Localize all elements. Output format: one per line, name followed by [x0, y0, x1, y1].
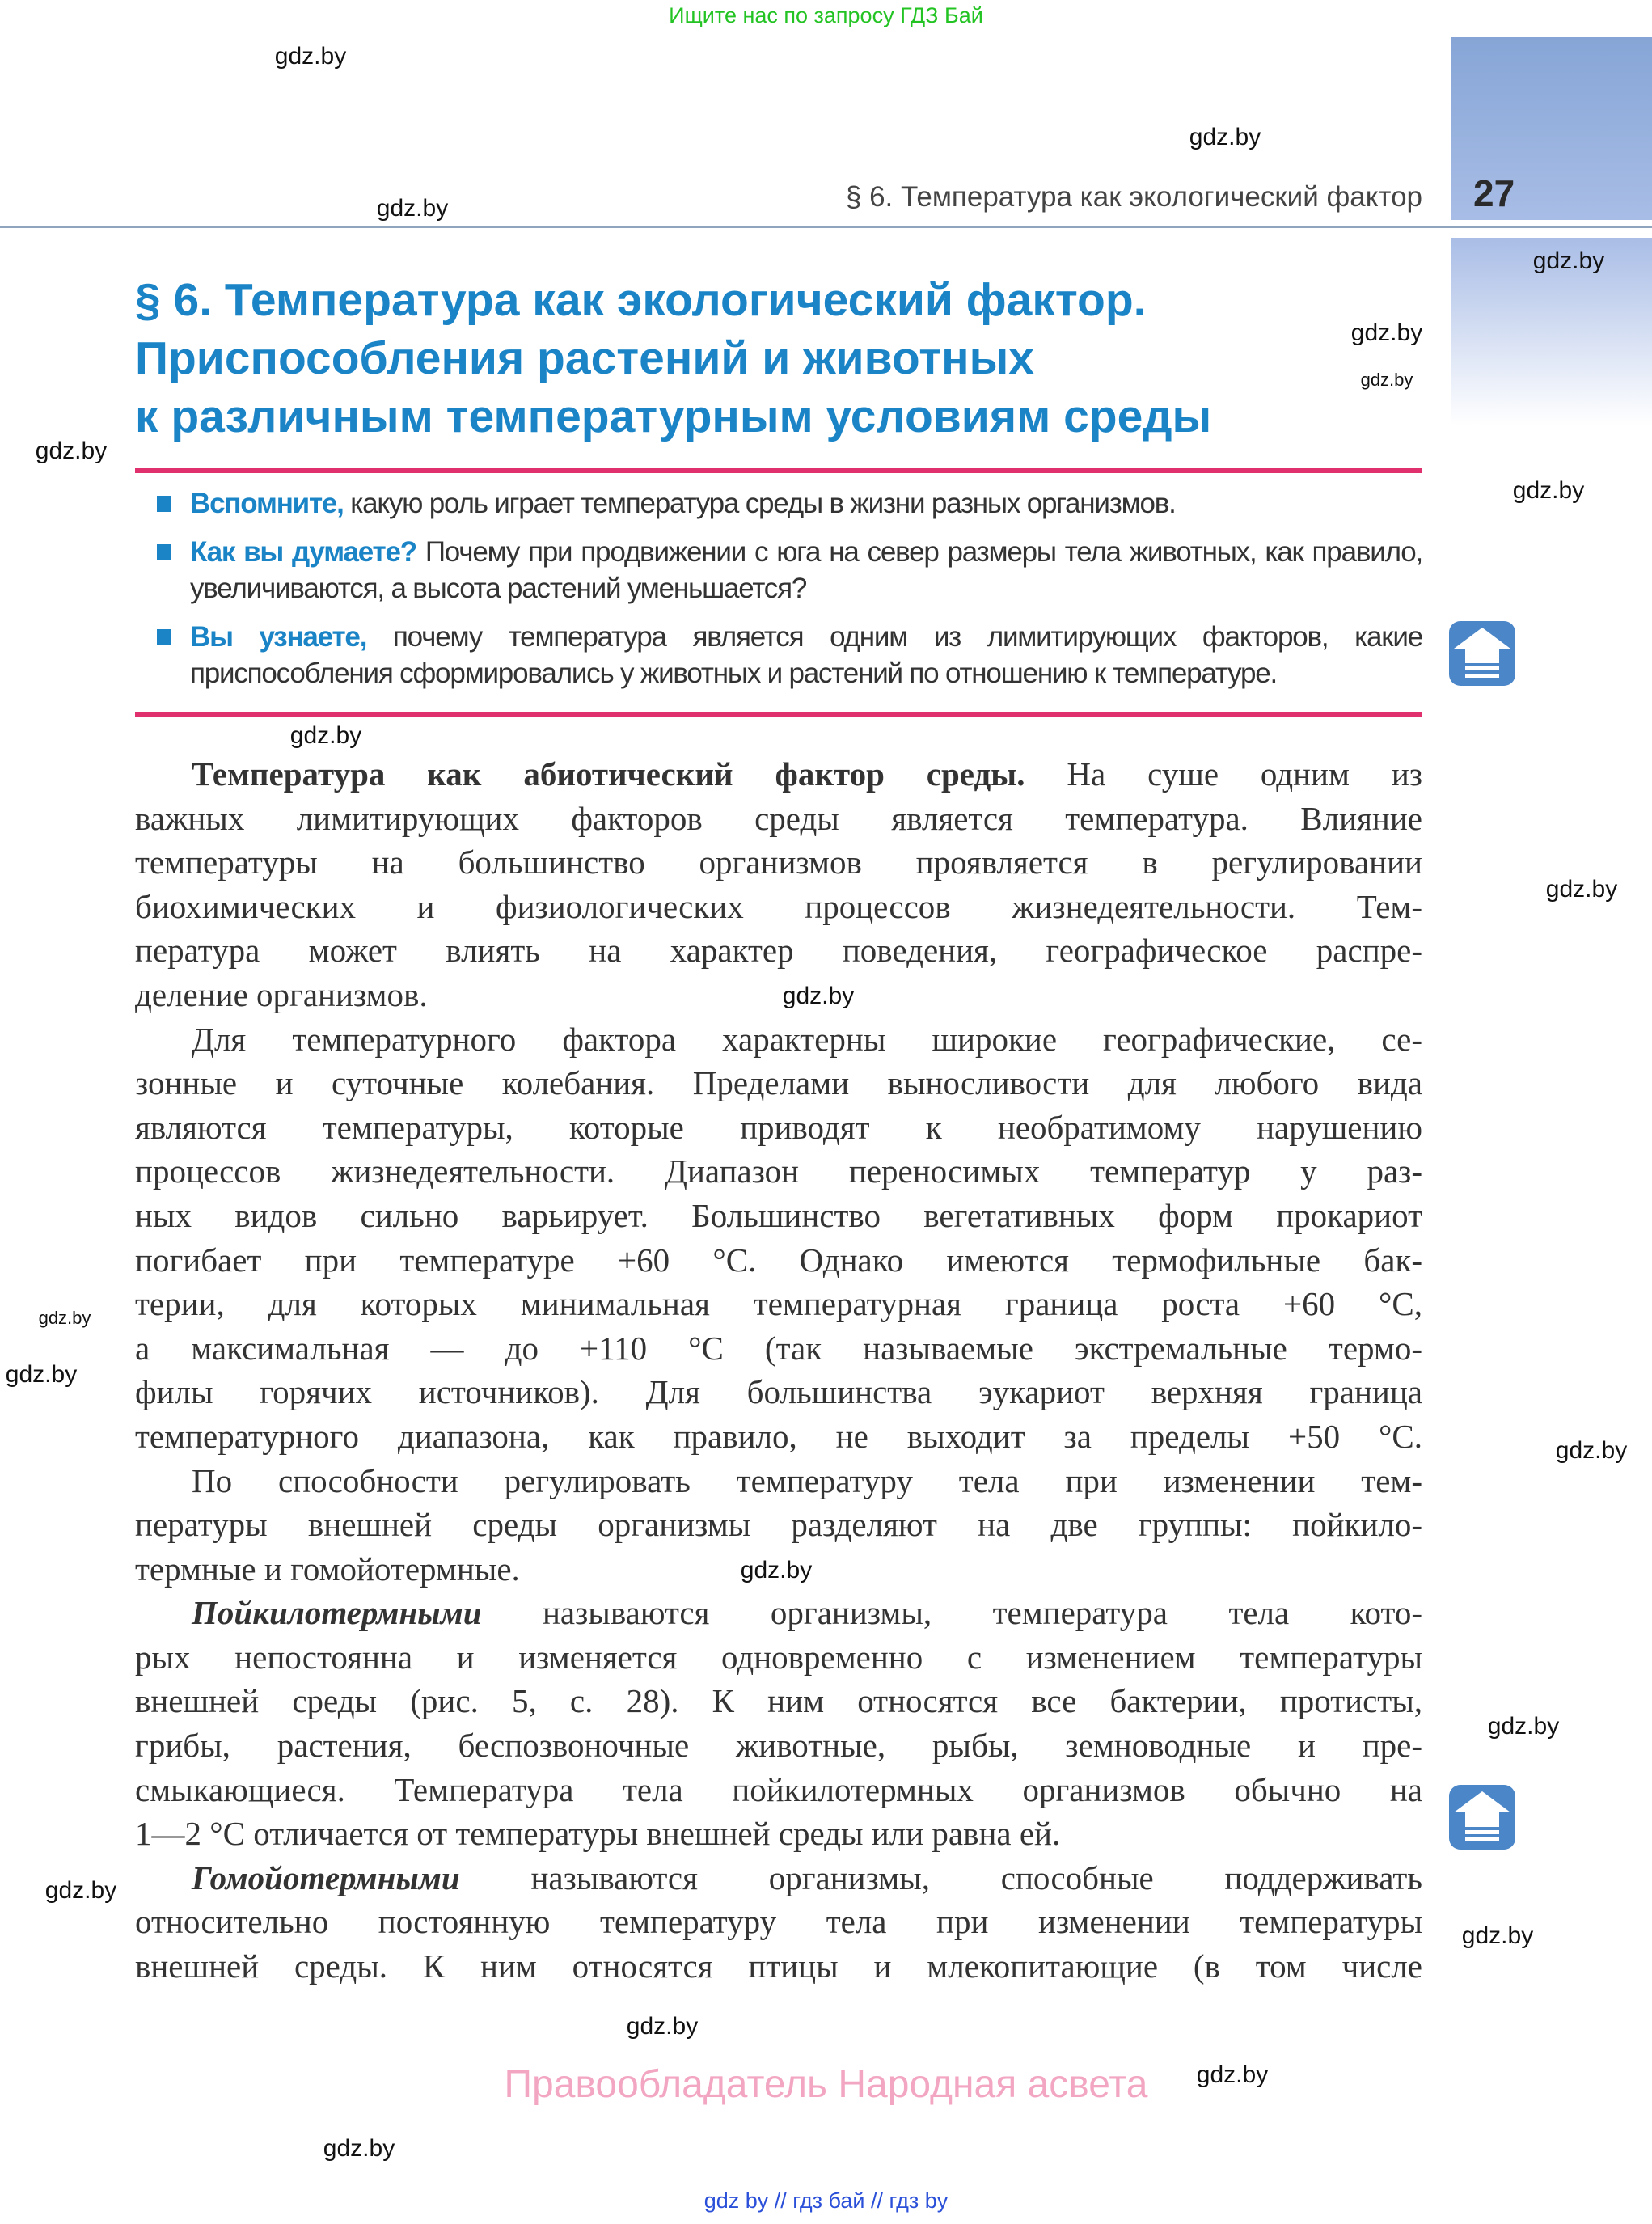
watermark: gdz.by	[1487, 1713, 1560, 1740]
bullet-text: Почему при продвижении с юга на север размеры тела животных, как правило, увеличиваются, а высота растений уменьшается?	[190, 536, 1422, 604]
body-line	[135, 752, 1422, 797]
body-text-segment: филы горячих источников). Для большинства эукариот верхняя граница	[135, 1373, 1422, 1411]
body-line	[135, 1061, 1422, 1106]
term-emphasis: Пойкилотермными	[192, 1594, 482, 1632]
body-text-segment: грибы, растения, беспозвоночные животные, рыбы, земноводные и пре-	[135, 1727, 1422, 1765]
watermark: gdz.by	[626, 2013, 699, 2040]
watermark: gdz.by	[1360, 370, 1413, 390]
title-line: § 6. Температура как экологический фактор.	[135, 274, 1147, 326]
body-line	[135, 1679, 1422, 1723]
body-text-segment: называются организмы, способные поддерживать	[459, 1858, 1422, 1896]
body-line	[135, 1282, 1422, 1326]
intro-questions	[154, 485, 1422, 704]
body-text-segment: Для температурного фактора характерны широкие географические, се-	[192, 1020, 1422, 1058]
bullet-text: почему температура является одним из лимитирующих факторов, какие приспособления сформировались у животных и растений по отношению к температуре.	[190, 621, 1422, 689]
watermark: gdz.by	[1189, 124, 1261, 150]
search-hint-link[interactable]: Ищите нас по запросу ГДЗ Бай	[669, 3, 983, 27]
body-line	[135, 1194, 1422, 1238]
body-text-segment: термные и гомойотермные.	[135, 1550, 520, 1588]
body-text	[135, 752, 1422, 1989]
body-text-segment: процессов жизнедеятельности. Диапазон переносимых температур у раз-	[135, 1152, 1422, 1190]
bullet-lead: Вспомните,	[190, 488, 344, 519]
body-text-segment: 1—2 °С отличается от температуры внешней среды или равна ей.	[135, 1815, 1061, 1853]
bottom-rule	[135, 712, 1422, 717]
bullet-text: какую роль играет температура среды в жизни разных организмов.	[343, 488, 1176, 519]
bullet-lead: Вы узнаете,	[190, 621, 367, 653]
header-divider	[0, 226, 1652, 228]
watermark: gdz.by	[782, 983, 855, 1009]
body-text-segment: являются температуры, которые приводят к необратимому нарушению	[135, 1108, 1422, 1146]
watermark: gdz.by	[289, 722, 362, 749]
watermark: gdz.by	[1512, 477, 1585, 504]
body-line	[135, 1106, 1422, 1150]
body-line	[135, 1238, 1422, 1283]
body-text-segment: а максимальная — до +110 °С (так называемые экстремальные термо-	[135, 1329, 1422, 1367]
body-line	[135, 928, 1422, 973]
body-line	[135, 1723, 1422, 1768]
page-number: 27	[1473, 172, 1515, 214]
watermark: gdz.by	[38, 1308, 91, 1328]
bullet-recall	[154, 485, 1422, 522]
body-text-segment: рых непостоянна и изменяется одновременно с изменением температуры	[135, 1638, 1422, 1676]
watermark: gdz.by	[5, 1361, 78, 1388]
watermark: gdz.by	[1350, 319, 1423, 346]
term-emphasis: Температура как абиотический фактор среды.	[192, 755, 1025, 793]
section-title	[135, 271, 1332, 446]
body-text-segment: биохимических и физиологических процессов жизнедеятельности. Тем-	[135, 887, 1422, 925]
body-line	[135, 885, 1422, 929]
body-line	[135, 1900, 1422, 1944]
title-line: Приспособления растений и животных	[135, 332, 1034, 384]
home-icon[interactable]	[1449, 621, 1515, 686]
body-line	[135, 840, 1422, 885]
body-text-segment: относительно постоянную температуру тела при изменении температуры	[135, 1903, 1422, 1941]
body-line	[135, 1768, 1422, 1812]
body-line	[135, 973, 428, 1017]
watermark: gdz.by	[44, 1877, 117, 1904]
body-text-segment: температурного диапазона, как правило, не выходит за пределы +50 °С.	[135, 1417, 1422, 1455]
watermark: gdz.by	[35, 438, 108, 464]
bullet-lead: Как вы думаете?	[190, 536, 416, 568]
watermark: gdz.by	[1196, 2061, 1269, 2088]
body-line	[135, 1503, 1422, 1547]
body-line	[135, 1149, 1422, 1194]
body-line	[135, 1326, 1422, 1371]
body-line	[135, 1944, 1422, 1989]
watermark: gdz.by	[323, 2135, 395, 2162]
watermark: gdz.by	[376, 195, 449, 222]
body-text-segment: смыкающиеся. Температура тела пойкилотермных организмов обычно на	[135, 1770, 1422, 1808]
watermark: gdz.by	[1532, 247, 1605, 274]
body-text-segment: погибает при температуре +60 °С. Однако имеются термофильные бак-	[135, 1241, 1422, 1279]
body-line	[135, 1459, 1422, 1503]
body-line	[135, 1635, 1422, 1680]
body-text-segment: важных лимитирующих факторов среды является температура. Влияние	[135, 799, 1422, 837]
body-text-segment: внешней среды (рис. 5, с. 28). К ним относятся все бактерии, протисты,	[135, 1682, 1422, 1720]
running-header: § 6. Температура как экологический фактор	[845, 181, 1422, 213]
body-line	[135, 797, 1422, 841]
copyright-footer: Правообладатель Народная асвета	[504, 2063, 1148, 2106]
body-text-segment: внешней среды. К ним относятся птицы и млекопитающие (в том числе	[135, 1947, 1422, 1985]
body-line	[135, 1856, 1422, 1901]
body-text-segment: пературы внешней среды организмы разделяют на две группы: пойкило-	[135, 1506, 1422, 1544]
body-text-segment: деление организмов.	[135, 975, 428, 1013]
bullet-square-icon	[157, 496, 171, 512]
body-text-segment: зонные и суточные колебания. Пределами выносливости для любого вида	[135, 1064, 1422, 1102]
body-text-segment: температуры на большинство организмов проявляется в регулировании	[135, 844, 1422, 882]
watermark: gdz.by	[1461, 1922, 1534, 1949]
body-text-segment: терии, для которых минимальная температурная граница роста +60 °С,	[135, 1285, 1422, 1323]
body-text-segment: По способности регулировать температуру тела при изменении тем-	[192, 1461, 1422, 1499]
body-text-segment: пература может влиять на характер поведения, географическое распре-	[135, 932, 1422, 970]
watermark: gdz.by	[1555, 1437, 1628, 1464]
watermark: gdz.by	[274, 43, 347, 70]
title-line: к различным температурным условиям среды	[135, 391, 1212, 442]
bullet-learn	[154, 619, 1422, 691]
body-text-segment: На суше одним из	[1025, 755, 1422, 793]
body-line	[135, 1591, 1422, 1635]
term-emphasis: Гомойотермными	[192, 1858, 460, 1896]
bullet-square-icon	[157, 629, 171, 645]
bottom-links[interactable]: gdz by // гдз бай // гдз by	[703, 2188, 949, 2213]
body-line	[135, 1370, 1422, 1414]
top-rule	[135, 468, 1422, 473]
watermark: gdz.by	[1545, 876, 1618, 903]
watermark: gdz.by	[740, 1557, 813, 1583]
bullet-think	[154, 534, 1422, 607]
body-line	[135, 1017, 1422, 1062]
body-line	[135, 1414, 1422, 1459]
body-line	[135, 1547, 520, 1592]
body-line	[135, 1812, 1060, 1856]
bullet-square-icon	[157, 544, 171, 560]
body-text-segment: называются организмы, температура тела кото-	[481, 1594, 1422, 1632]
body-text-segment: ных видов сильно варьирует. Большинство вегетативных форм прокариот	[135, 1196, 1422, 1234]
home-icon[interactable]	[1449, 1785, 1515, 1850]
